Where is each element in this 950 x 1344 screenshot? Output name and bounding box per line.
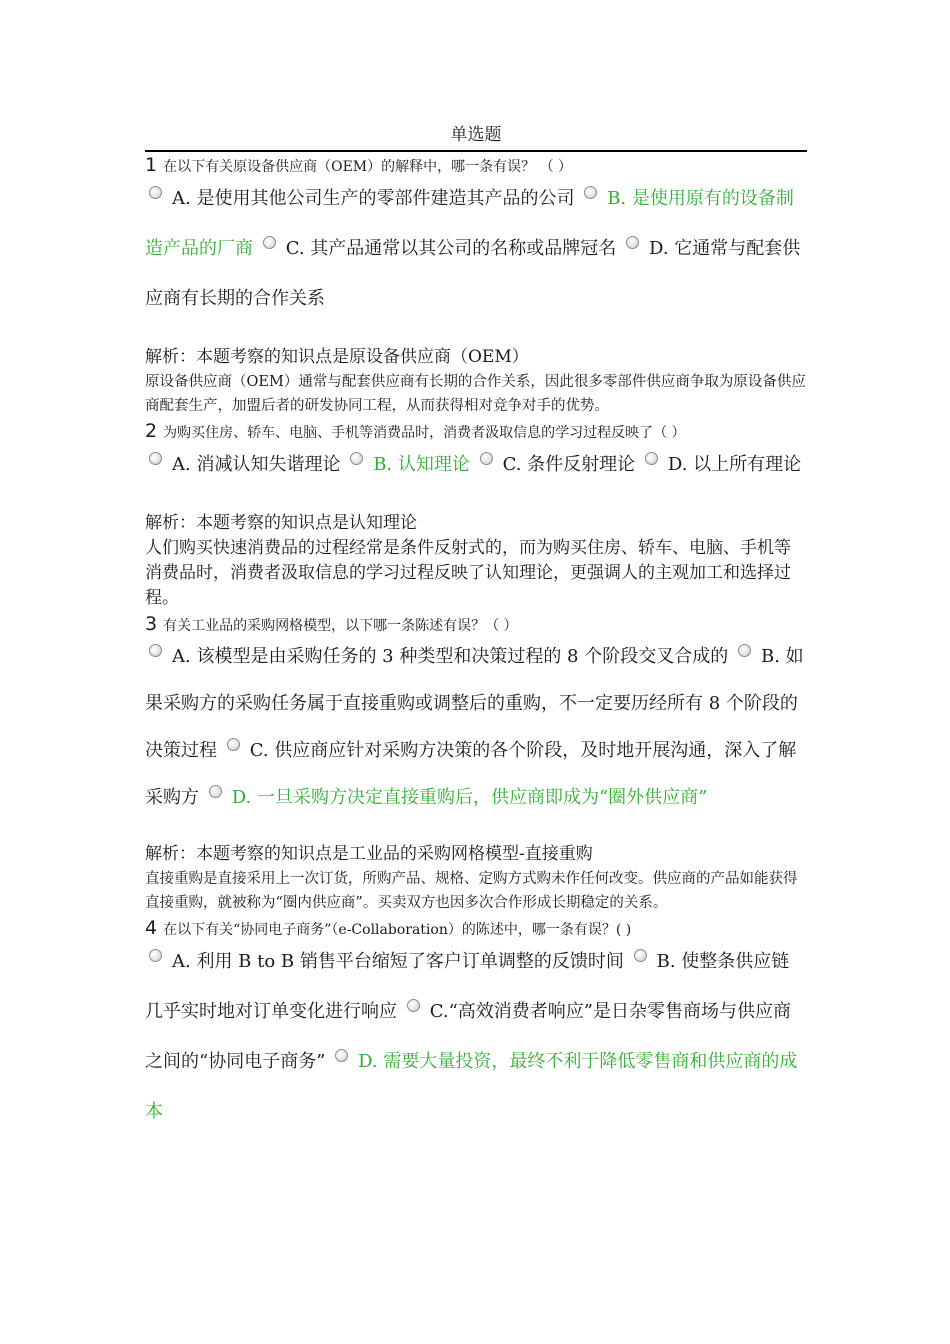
radio-button[interactable] xyxy=(350,452,363,465)
analysis-title: 解析：本题考察的知识点是工业品的采购网格模型-直接重购 xyxy=(145,844,593,864)
option-d: D. 一旦采购方决定直接重购后，供应商即成为“圈外供应商” xyxy=(231,787,708,808)
option-c: C. 条件反射理论 xyxy=(502,454,636,475)
option-a: A. 该模型是由采购任务的 3 种类型和决策过程的 8 个阶段交叉合成的 xyxy=(172,646,729,667)
section-heading: 单选题 xyxy=(145,120,807,152)
option-a: A. 是使用其他公司生产的零部件建造其产品的公司 xyxy=(172,188,575,209)
radio-button[interactable] xyxy=(149,452,162,465)
option-b: B. 是使用原有的设备制造产品的厂商 xyxy=(145,188,794,259)
option-c: C. 供应商应针对采购方决策的各个阶段，及时地开展沟通，深入了解采购方 xyxy=(145,740,797,808)
analysis-title: 解析：本题考察的知识点是原设备供应商（OEM） xyxy=(145,347,529,367)
question-number: 4 xyxy=(145,917,158,939)
option-d: D. 以上所有理论 xyxy=(667,454,802,475)
option-a: A. 消减认知失谐理论 xyxy=(172,454,341,475)
options-4 xyxy=(145,937,807,1137)
radio-button[interactable] xyxy=(634,949,647,962)
analysis-body: 直接重购是直接采用上一次订货，所购产品、规格、定购方式购未作任何改变。供应商的产品如能获得直接重购，就被称为“圈内供应商”。买卖双方也因多次合作形成长期稳定的关系。 xyxy=(145,871,798,911)
question-number: 2 xyxy=(145,420,158,442)
radio-button[interactable] xyxy=(480,452,493,465)
radio-button[interactable] xyxy=(263,236,276,249)
radio-button[interactable] xyxy=(407,999,420,1012)
option-c: C. 其产品通常以其公司的名称或品牌冠名 xyxy=(285,238,617,259)
option-a: A. 利用 B to B 销售平台缩短了客户订单调整的反馈时间 xyxy=(172,951,624,972)
radio-button[interactable] xyxy=(227,738,240,751)
option-b: B. 使整条供应链几乎实时地对订单变化进行响应 xyxy=(145,951,790,1022)
radio-button[interactable] xyxy=(645,452,658,465)
option-d: D. 需要大量投资，最终不利于降低零售商和供应商的成本 xyxy=(145,1051,798,1122)
options-1 xyxy=(145,174,807,324)
question-number: 3 xyxy=(145,613,158,635)
option-b: B. 如果采购方的采购任务属于直接重购或调整后的重购，不一定要历经所有 8 个阶段的决策过程 xyxy=(145,646,804,761)
option-c: C.“高效消费者响应”是日杂零售商场与供应商之间的“协同电子商务” xyxy=(145,1001,791,1072)
question-text: 为购买住房、轿车、电脑、手机等消费品时，消费者汲取信息的学习过程反映了（ ） xyxy=(163,425,686,441)
radio-button[interactable] xyxy=(738,644,751,657)
radio-button[interactable] xyxy=(209,785,222,798)
analysis-body: 人们购买快速消费品的过程经常是条件反射式的，而为购买住房、轿车、电脑、手机等消费品时，消费者汲取信息的学习过程反映了认知理论，更强调人的主观加工和选择过程。 xyxy=(145,538,791,608)
radio-button[interactable] xyxy=(149,186,162,199)
options-2 xyxy=(145,440,807,490)
radio-button[interactable] xyxy=(149,644,162,657)
question-text: 在以下有关原设备供应商（OEM）的解释中，哪一条有误？ （ ） xyxy=(163,159,573,175)
question-number: 1 xyxy=(145,154,158,176)
radio-button[interactable] xyxy=(149,949,162,962)
options-3 xyxy=(145,633,807,821)
option-d: D. 它通常与配套供应商有长期的合作关系 xyxy=(145,238,801,309)
radio-button[interactable] xyxy=(584,186,597,199)
question-text: 有关工业品的采购网格模型，以下哪一条陈述有误？（ ） xyxy=(163,618,518,634)
document-page xyxy=(145,120,807,1137)
radio-button[interactable] xyxy=(626,236,639,249)
analysis-body: 原设备供应商（OEM）通常与配套供应商有长期的合作关系，因此很多零部件供应商争取为原设备供应商配套生产，加盟后者的研发协同工程，从而获得相对竞争对手的优势。 xyxy=(145,374,806,414)
question-text: 在以下有关“协同电子商务”（e-Collaboration）的陈述中，哪一条有误？( ) xyxy=(163,922,632,938)
option-b: B. 认知理论 xyxy=(373,454,470,475)
radio-button[interactable] xyxy=(335,1049,348,1062)
analysis-title: 解析：本题考察的知识点是认知理论 xyxy=(145,513,417,533)
